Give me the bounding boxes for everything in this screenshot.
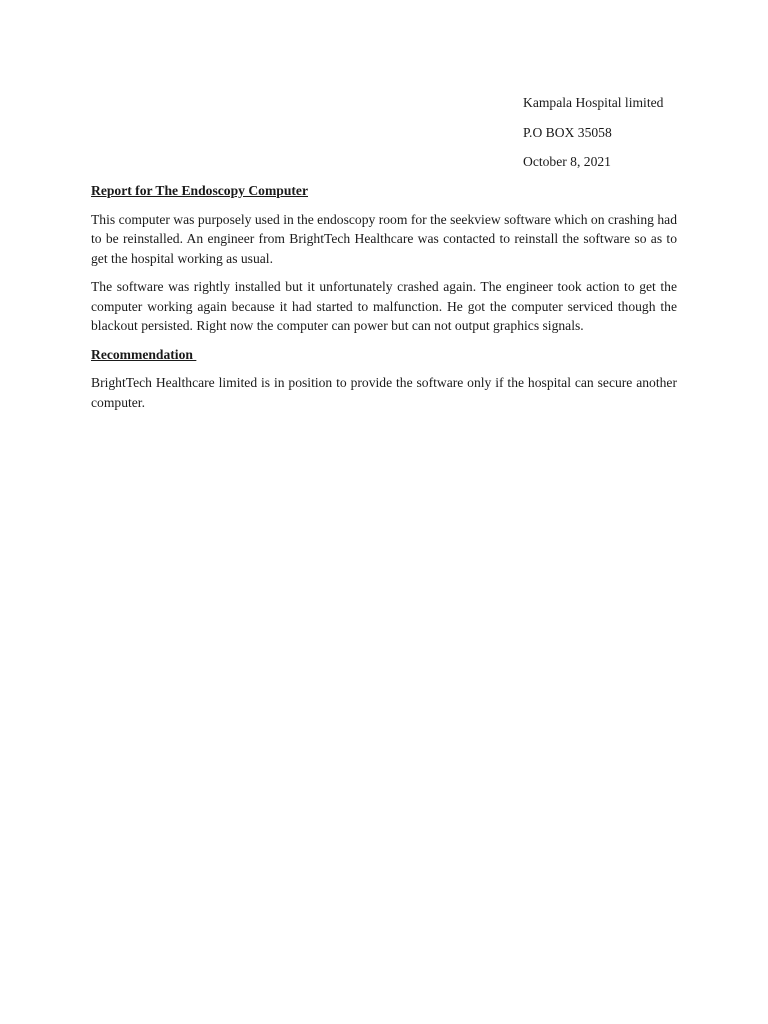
report-paragraph-2: The software was rightly installed but it unfortunately crashed again. The engineer took action to get the computer working again because it had started to malfunction. He got the computer serviced though the blackout persisted. Right now the computer can power but can not output graphics signals.: [91, 279, 677, 333]
organization-name: Kampala Hospital limited: [523, 95, 664, 110]
report-date: October 8, 2021: [523, 154, 611, 169]
recommendation-heading: Recommendation: [91, 346, 197, 362]
recommendation-text: BrightTech Healthcare limited is in position to provide the software only if the hospital can secure another computer.: [91, 375, 677, 410]
report-body: [91, 181, 677, 421]
report-paragraph-1: This computer was purposely used in the endoscopy room for the seekview software which on crashing had to be reinstalled. An engineer from BrightTech Healthcare was contacted to reinstall the software so as to get the hospital working as usual.: [91, 211, 677, 266]
address-block: [523, 93, 723, 182]
report-title: Report for The Endoscopy Computer: [91, 183, 309, 198]
po-box: P.O BOX 35058: [523, 124, 612, 140]
